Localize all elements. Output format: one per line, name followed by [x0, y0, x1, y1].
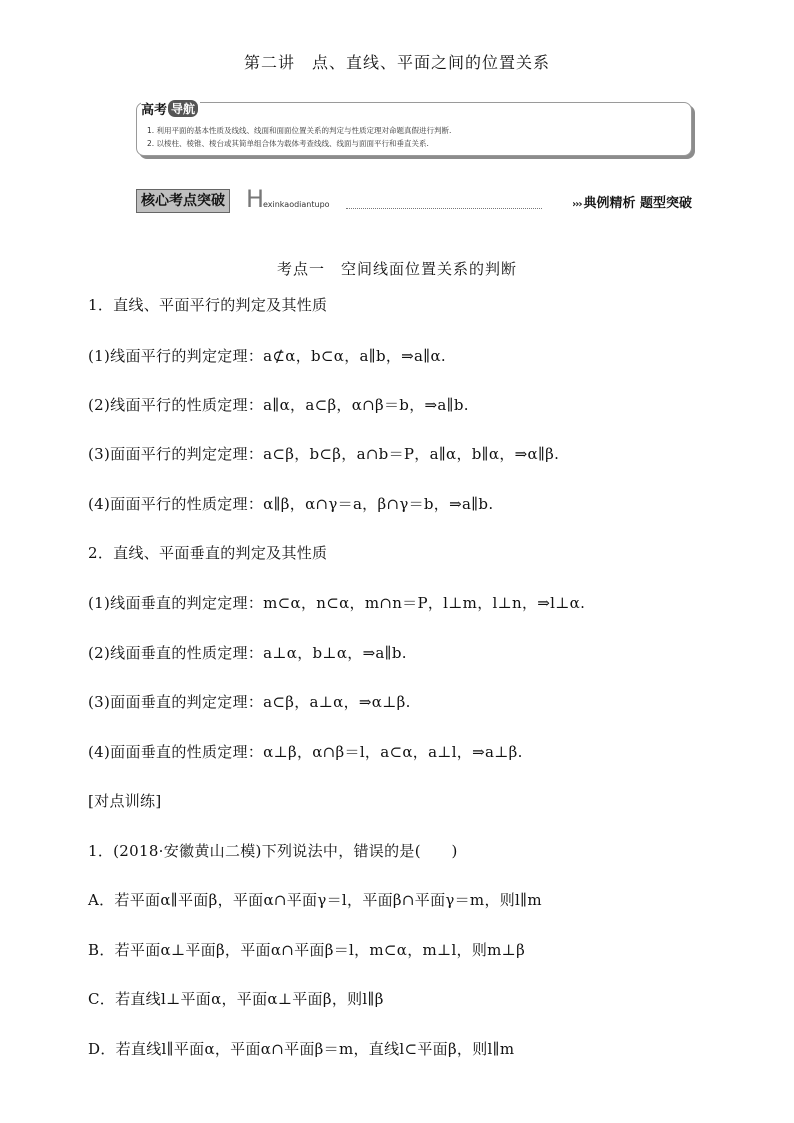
exam-guide-item: 2. 以棱柱、棱锥、棱台或其简单组合体为载体考查线线、线面与面面平行和垂直关系.	[147, 139, 429, 148]
theorem-line: (1)线面垂直的判定定理：m⊂α，n⊂α，m∩n＝P，l⊥m，l⊥n，⇒l⊥α.	[88, 594, 586, 612]
theorem-line: (2)线面垂直的性质定理：a⊥α，b⊥α，⇒a∥b.	[88, 644, 407, 662]
banner-letter: H	[246, 185, 265, 213]
banner-right-label: 典例精析 题型突破	[583, 196, 692, 211]
option-d: D．若直线l∥平面α，平面α∩平面β＝m，直线l⊂平面β，则l∥m	[88, 1040, 515, 1058]
section-banner	[136, 185, 692, 214]
theorem-line: (3)面面垂直的判定定理：a⊂β，a⊥α，⇒α⊥β.	[88, 693, 411, 711]
banner-label: 核心考点突破	[136, 189, 230, 213]
section-heading: 1．直线、平面平行的判定及其性质	[88, 296, 328, 314]
option-c: C．若直线l⊥平面α，平面α⊥平面β，则l∥β	[88, 990, 384, 1008]
practice-heading: [对点训练]	[88, 792, 162, 810]
section-subtitle: 考点一 空间线面位置关系的判断	[276, 260, 517, 278]
section-heading: 2．直线、平面垂直的判定及其性质	[88, 544, 328, 562]
theorem-line: (4)面面垂直的性质定理：α⊥β，α∩β＝l，a⊂α，a⊥l，⇒a⊥β.	[88, 743, 523, 761]
exam-guide-label	[141, 99, 200, 118]
option-b: B．若平面α⊥平面β，平面α∩平面β＝l，m⊂α，m⊥l，则m⊥β	[88, 941, 526, 959]
exam-guide-label-a: 高考	[141, 103, 168, 118]
theorem-line: (4)面面平行的性质定理：α∥β，α∩γ＝a，β∩γ＝b，⇒a∥b.	[88, 495, 494, 513]
page-title: 第二讲 点、直线、平面之间的位置关系	[243, 53, 550, 72]
option-a: A．若平面α∥平面β，平面α∩平面γ＝l，平面β∩平面γ＝m，则l∥m	[88, 891, 542, 909]
banner-subtext: exinkaodiantupo	[263, 200, 330, 209]
banner-right-text	[572, 192, 692, 211]
question-stem: 1．(2018·安徽黄山二模)下列说法中，错误的是( )	[88, 842, 458, 860]
theorem-line: (3)面面平行的判定定理：a⊂β，b⊂β，a∩b＝P，a∥α，b∥α，⇒α∥β.	[88, 445, 560, 463]
banner-dotted-rule	[346, 208, 542, 209]
chevrons-icon: ›››	[572, 199, 582, 210]
theorem-line: (2)线面平行的性质定理：a∥α，a⊂β，α∩β＝b，⇒a∥b.	[88, 396, 469, 414]
exam-guide-label-b: 导航	[168, 100, 198, 117]
exam-guide-box	[136, 102, 692, 156]
exam-guide-item: 1. 利用平面的基本性质及线线、线面和面面位置关系的判定与性质定理对命题真假进行判断.	[147, 126, 452, 135]
theorem-line: (1)线面平行的判定定理：a⊄α，b⊂α，a∥b，⇒a∥α.	[88, 347, 447, 365]
